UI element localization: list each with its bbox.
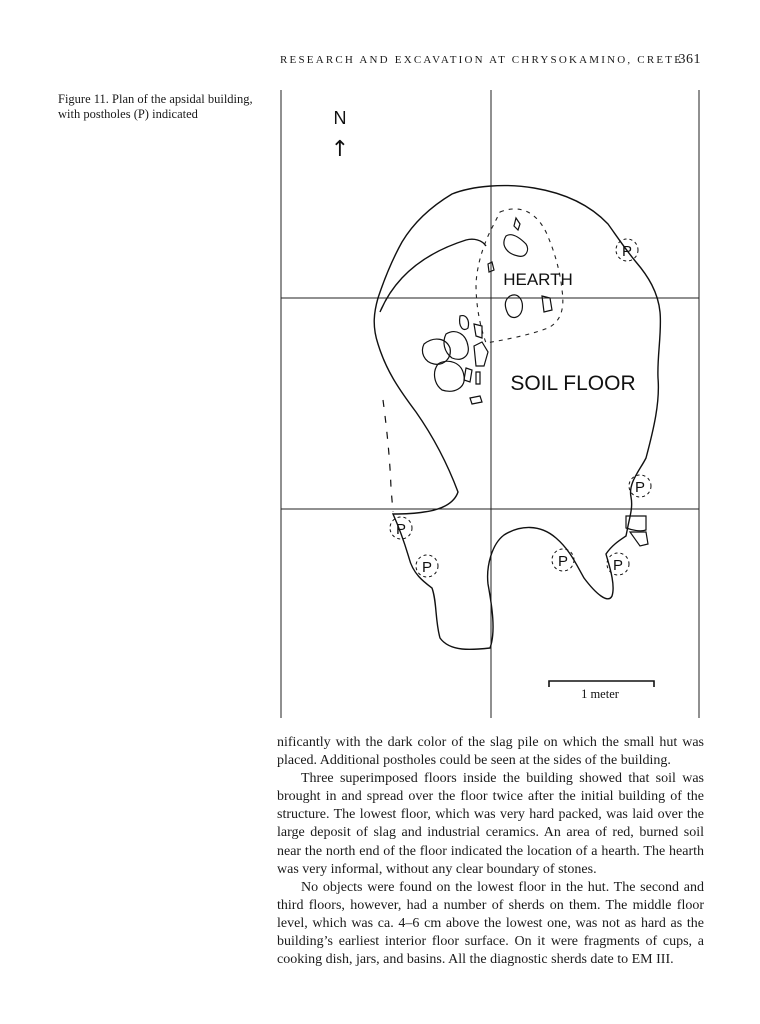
building-outline	[374, 186, 660, 650]
stone	[514, 218, 520, 230]
grid-lines	[281, 90, 699, 718]
paragraph: No objects were found on the lowest floor in the hut. The second and third floors, however, had a number of sherds on them. The middle floor level, which was ca. 4–6 cm above the lowest one, was not as hard as the building’s earliest interior floor surface. On it were fragments of cups, a cooking dish, jars, and basins. All the diagnostic sherds date to EM III.	[277, 879, 704, 968]
posthole-label: P	[395, 521, 407, 538]
hearth-label: HEARTH	[503, 270, 573, 289]
stone	[474, 342, 488, 366]
stone	[460, 316, 469, 330]
scale-label: 1 meter	[581, 687, 619, 701]
posthole-label: P	[557, 553, 569, 570]
stone	[470, 396, 482, 404]
stone	[464, 368, 472, 382]
north-arrow-icon	[331, 108, 349, 162]
plan-figure	[276, 86, 706, 720]
north-label: N	[333, 108, 347, 128]
figure-caption: Figure 11. Plan of the apsidal building, with postholes (P) indicated	[58, 92, 253, 121]
inner-wall-line	[380, 239, 486, 312]
postholes	[390, 239, 651, 577]
posthole-label: P	[612, 557, 624, 574]
stone	[444, 332, 468, 360]
apsidal-wall-line	[374, 186, 660, 650]
body-text	[277, 734, 704, 969]
paragraph: Three superimposed floors inside the building showed that soil was brought in and spread over the floor twice after the initial building of the structure. The lowest floor, which was very hard packed, was laid over the large deposit of slag and industrial ceramics. An area of red, burned soil near the north end of the floor indicated the location of a hearth. The hearth was very informal, without any clear boundary of stones.	[277, 771, 704, 877]
dashed-wall-segment	[383, 400, 393, 512]
posthole-label: P	[634, 479, 646, 496]
soil-floor-label: SOIL FLOOR	[510, 372, 636, 395]
north-arrow-glyph: ↑	[330, 137, 350, 162]
scale-bar	[549, 681, 654, 701]
running-head-title: RESEARCH AND EXCAVATION AT CHRYSOKAMINO, CRETE	[280, 54, 684, 66]
plan-drawing	[276, 86, 706, 720]
stone	[435, 361, 465, 391]
stone	[630, 532, 648, 546]
stone	[474, 324, 482, 338]
stone	[476, 372, 480, 384]
posthole-label: P	[421, 559, 433, 576]
stone	[504, 235, 528, 257]
posthole-label: P	[621, 243, 633, 260]
page-number: 361	[678, 52, 701, 67]
paragraph: nificantly with the dark color of the slag pile on which the small hut was placed. Additional postholes could be seen at the sides of the building.	[277, 735, 704, 769]
